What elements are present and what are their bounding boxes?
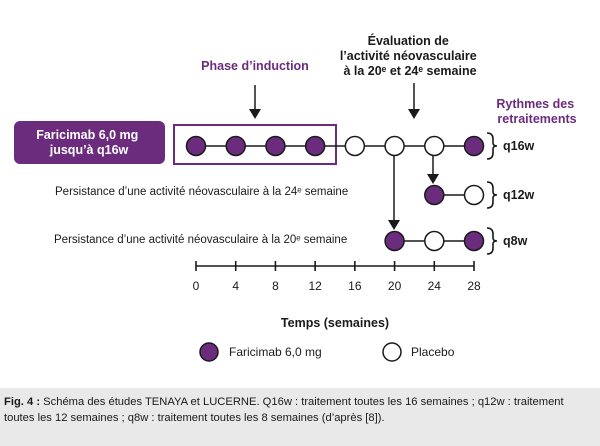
evaluation-title-line: Évaluation de bbox=[367, 34, 449, 48]
regimen-label-q8w: q8w bbox=[503, 234, 528, 248]
phase-induction-title: Phase d’induction bbox=[201, 59, 309, 73]
evaluation-arrow bbox=[408, 83, 420, 119]
faricimab-box-line: Faricimab 6,0 mg bbox=[36, 128, 139, 142]
time-axis-title: Temps (semaines) bbox=[280, 316, 390, 330]
induction-arrow bbox=[249, 85, 261, 119]
faricimab-dot bbox=[425, 186, 444, 205]
axis-tick-label: 24 bbox=[427, 279, 441, 293]
axis-tick-label: 16 bbox=[348, 279, 362, 293]
faricimab-dot bbox=[465, 137, 484, 156]
branch-arrow-q8w bbox=[388, 156, 400, 230]
legend-placebo-swatch bbox=[383, 343, 401, 361]
caption-label: Fig. 4 : bbox=[4, 396, 41, 408]
caption-body: Schéma des études TENAYA et LUCERNE. Q16w : traitement toutes les 16 semaines ; q12w : traitement toutes les 12 semaines ; q8w : traitement toutes les 8 semaines (d’après [8]). bbox=[4, 396, 564, 424]
faricimab-dot bbox=[187, 137, 206, 156]
faricimab-dot bbox=[306, 137, 325, 156]
legend bbox=[200, 343, 455, 361]
branch-arrow-q12w bbox=[427, 156, 439, 184]
evaluation-title-line: l’activité néovasculaire bbox=[339, 49, 477, 63]
legend-faricimab-swatch bbox=[200, 343, 218, 361]
placebo-dot bbox=[465, 186, 484, 205]
evaluation-title bbox=[340, 33, 480, 78]
rythmes-title bbox=[496, 97, 577, 126]
faricimab-box-line: jusqu’à q16w bbox=[49, 143, 129, 157]
figure-caption-text bbox=[0, 388, 600, 426]
axis-tick-label: 12 bbox=[308, 279, 322, 293]
regimen-label-q16w: q16w bbox=[503, 139, 535, 153]
axis-tick-label: 28 bbox=[467, 279, 481, 293]
faricimab-box-text bbox=[36, 128, 142, 157]
placebo-dot bbox=[385, 137, 404, 156]
brace-q16w bbox=[487, 133, 497, 159]
faricimab-dot bbox=[266, 137, 285, 156]
faricimab-dot bbox=[385, 232, 404, 251]
faricimab-box bbox=[14, 121, 165, 164]
placebo-dot bbox=[425, 232, 444, 251]
regimen-label-q12w: q12w bbox=[503, 188, 535, 202]
row-label-q12w: Persistance d’une activité néovasculaire à la 24ᵉ semaine bbox=[55, 186, 349, 198]
placebo-dot bbox=[345, 137, 364, 156]
axis-tick-label: 8 bbox=[272, 279, 279, 293]
brace-q8w bbox=[487, 228, 497, 254]
evaluation-title-line: à la 20ᵉ et 24ᵉ semaine bbox=[343, 64, 477, 78]
axis-tick-label: 0 bbox=[192, 279, 200, 293]
faricimab-dot bbox=[226, 137, 245, 156]
dots-row-q8w bbox=[385, 232, 483, 251]
axis-tick-label: 4 bbox=[232, 279, 240, 293]
faricimab-dot bbox=[465, 232, 484, 251]
figure-caption bbox=[0, 388, 600, 446]
axis-tick-label: 20 bbox=[387, 279, 402, 293]
brace-q12w bbox=[487, 182, 497, 208]
legend-faricimab-label: Faricimab 6,0 mg bbox=[229, 345, 322, 359]
rythmes-title-line: retraitements bbox=[497, 112, 577, 126]
placebo-dot bbox=[425, 137, 444, 156]
rythmes-title-line: Rythmes des bbox=[496, 97, 575, 111]
legend-placebo-label: Placebo bbox=[411, 345, 455, 359]
row-label-q8w: Persistance d’une activité néovasculaire à la 20ᵉ semaine bbox=[54, 234, 348, 246]
